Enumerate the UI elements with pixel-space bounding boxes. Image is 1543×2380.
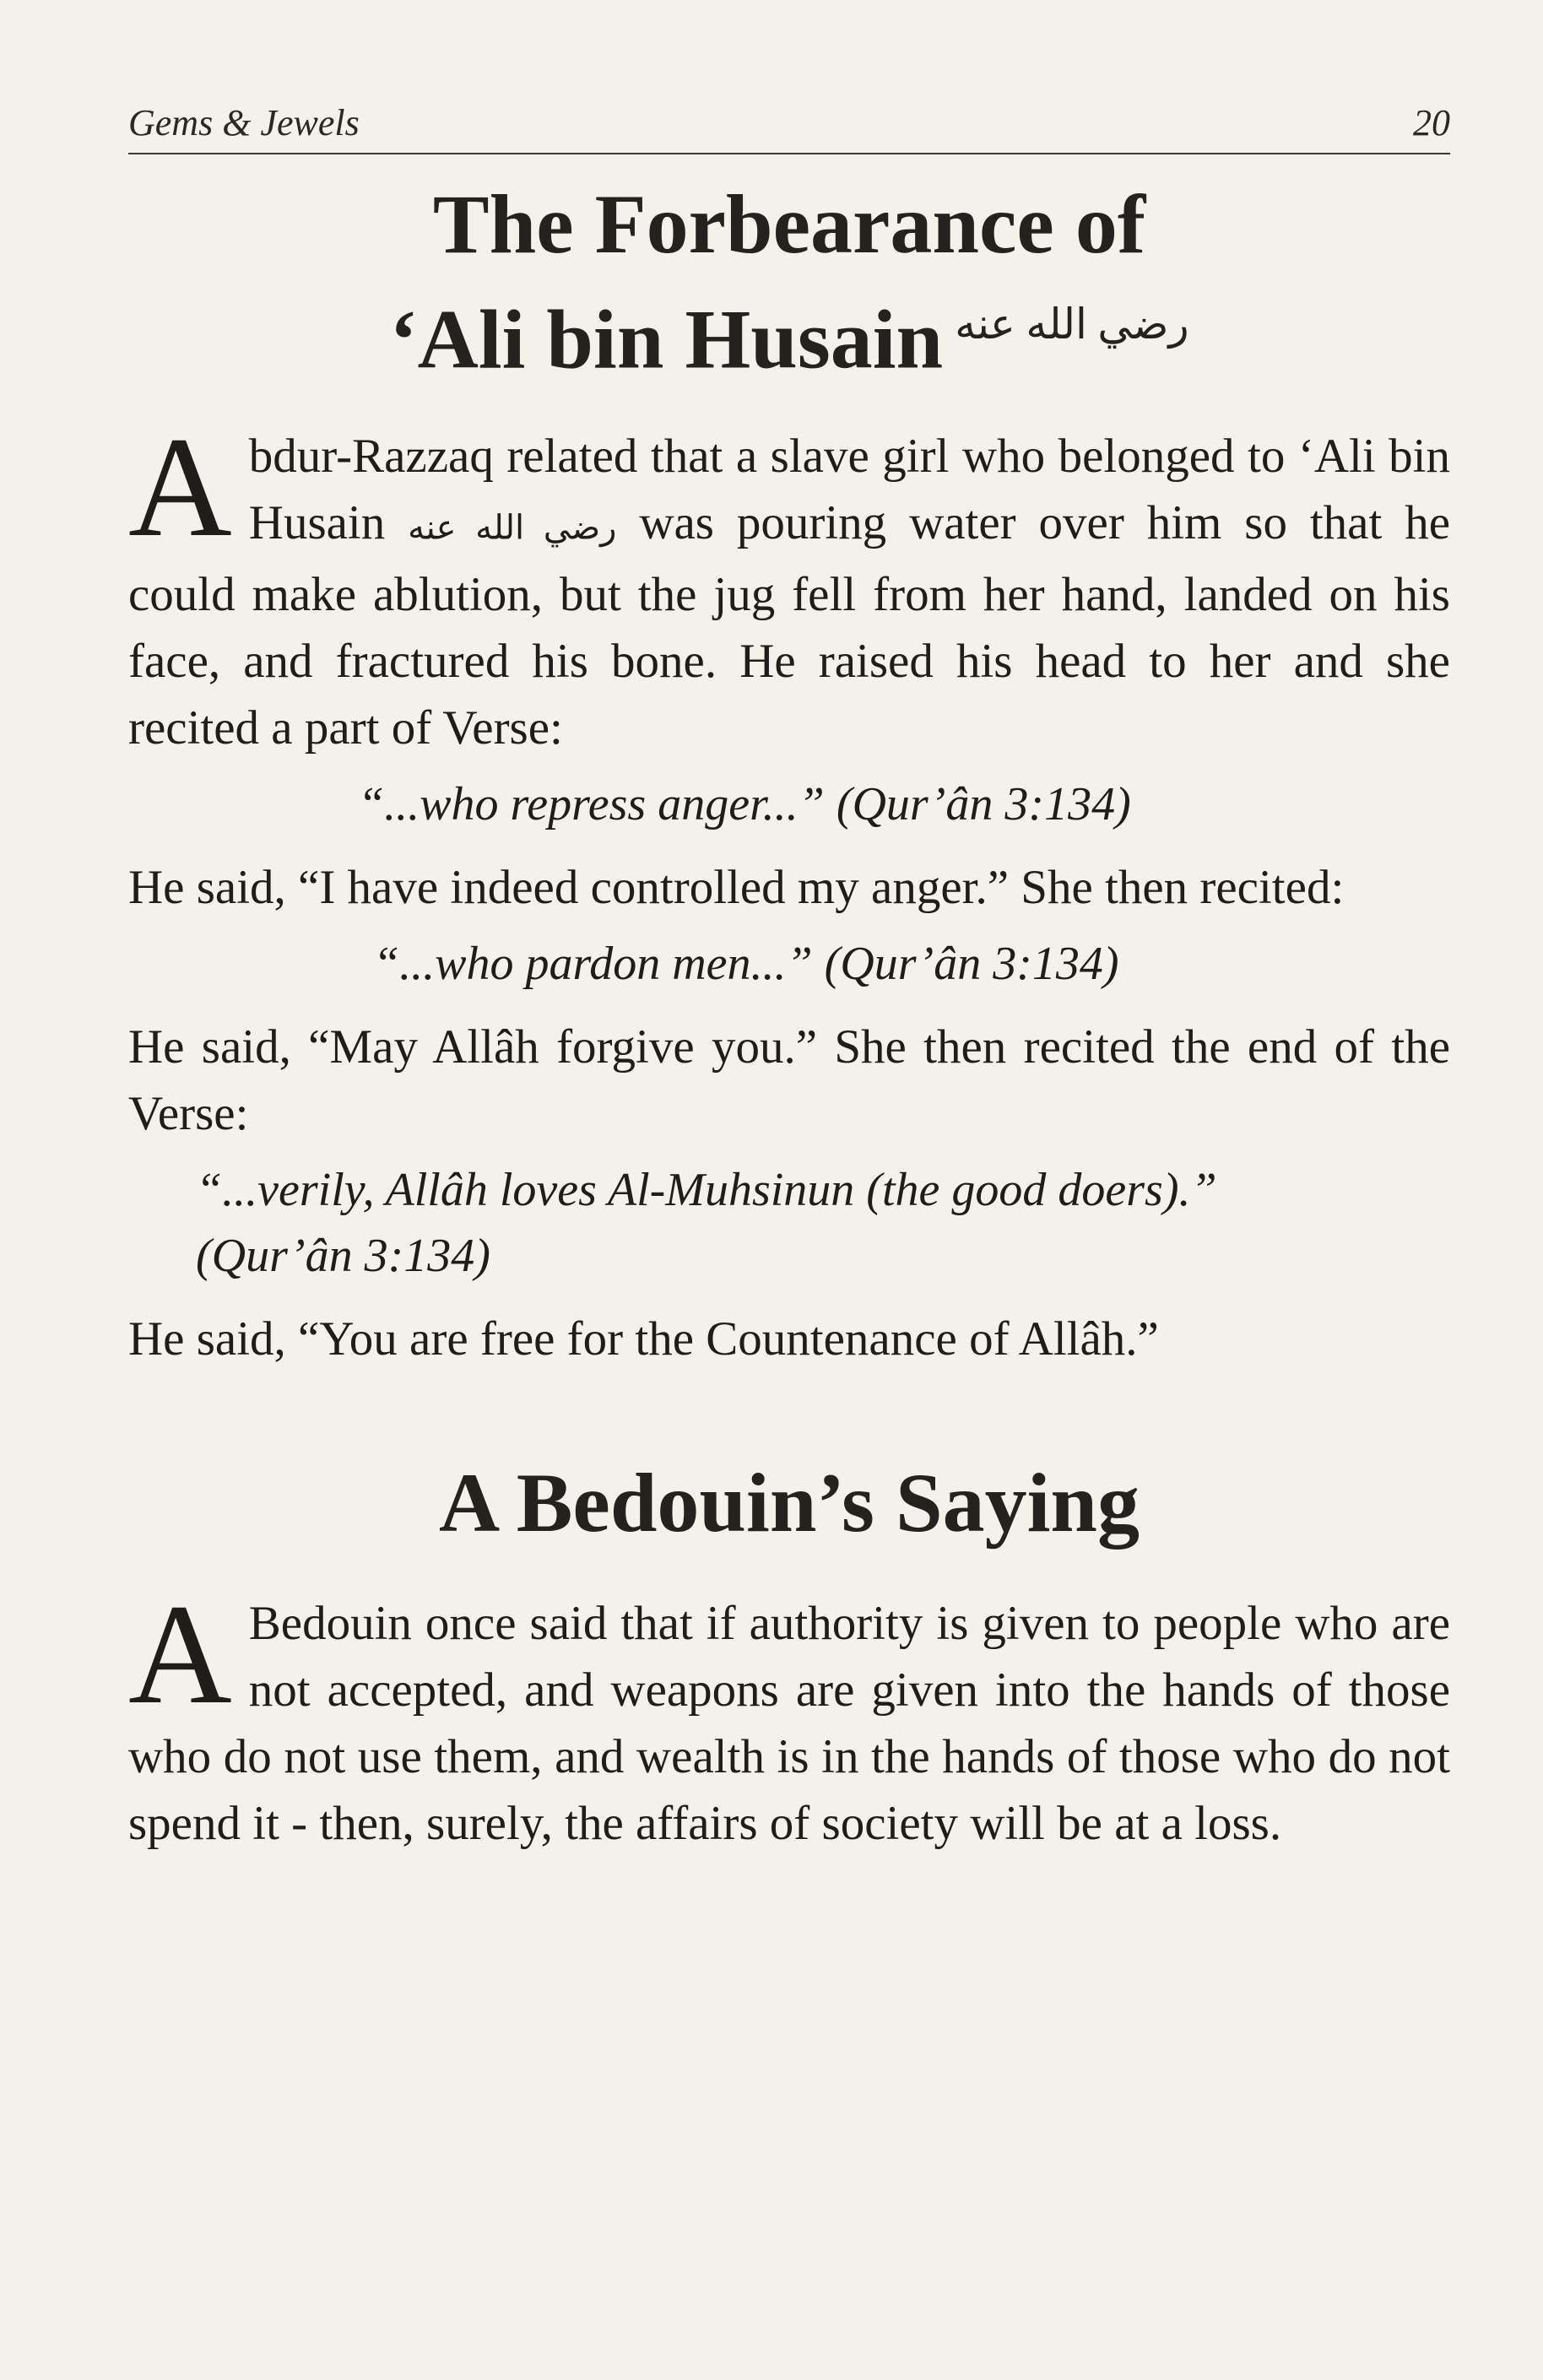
paragraph-story-start: bdur-Razzaq related that a slave girl who belonged to ‘Ali bin Husain bbox=[248, 430, 1450, 550]
quote-reference: (Qur’ân 3:134) bbox=[836, 777, 1131, 830]
section-title-forbearance bbox=[128, 175, 1450, 389]
paragraph-story bbox=[128, 408, 1451, 760]
quote-reference: (Qur’ân 3:134) bbox=[196, 1229, 490, 1282]
quote-good-doers bbox=[128, 1157, 1450, 1289]
quote-reference: (Qur’ân 3:134) bbox=[824, 937, 1119, 990]
quote-pardon-men bbox=[128, 931, 1450, 997]
book-page bbox=[128, 101, 1450, 1857]
quote-repress-anger bbox=[128, 771, 1450, 837]
paragraph-story-end: was pouring water over him so that he could make ablution, but the jug fell from her hand, landed on his face, and fractured his bone. He raised his head to her and she recited a part of Verse: bbox=[128, 496, 1451, 755]
page-number: 20 bbox=[1413, 102, 1450, 143]
paragraph-reply-3: He said, “You are free for the Countenance of Allâh.” bbox=[128, 1312, 1159, 1366]
quote-text: “...who pardon men...” bbox=[373, 937, 813, 990]
section-title-bedouin: A Bedouin’s Saying bbox=[439, 1455, 1140, 1550]
drop-cap: A bbox=[128, 1574, 232, 1734]
running-header bbox=[128, 101, 1450, 154]
honorific-seal-inline-icon: رضي الله عنه bbox=[408, 508, 617, 547]
paragraph-bedouin bbox=[128, 1574, 1450, 1857]
honorific-seal-icon: رضي الله عنه bbox=[955, 300, 1189, 348]
section-title-line1: The Forbearance of bbox=[432, 177, 1146, 271]
paragraph-bedouin-text: Bedouin once said that if authority is given to people who are not accepted, and weapons are given into the hands of those who do not use them, and wealth is in the hands of those who do not spend it - then, surely, the affairs of society will be at a loss. bbox=[128, 1596, 1450, 1850]
section-title-line2: ‘Ali bin Husain bbox=[389, 292, 944, 387]
drop-cap: A bbox=[128, 408, 232, 567]
paragraph-reply-1: He said, “I have indeed controlled my anger.” She then recited: bbox=[128, 860, 1345, 914]
quote-text: “...who repress anger...” bbox=[358, 777, 825, 830]
paragraph-reply-2: He said, “May Allâh forgive you.” She then recited the end of the Verse: bbox=[128, 1020, 1450, 1140]
book-title: Gems & Jewels bbox=[128, 102, 360, 143]
quote-text: “...verily, Allâh loves Al-Muhsinun (the good doers).” bbox=[196, 1163, 1217, 1216]
